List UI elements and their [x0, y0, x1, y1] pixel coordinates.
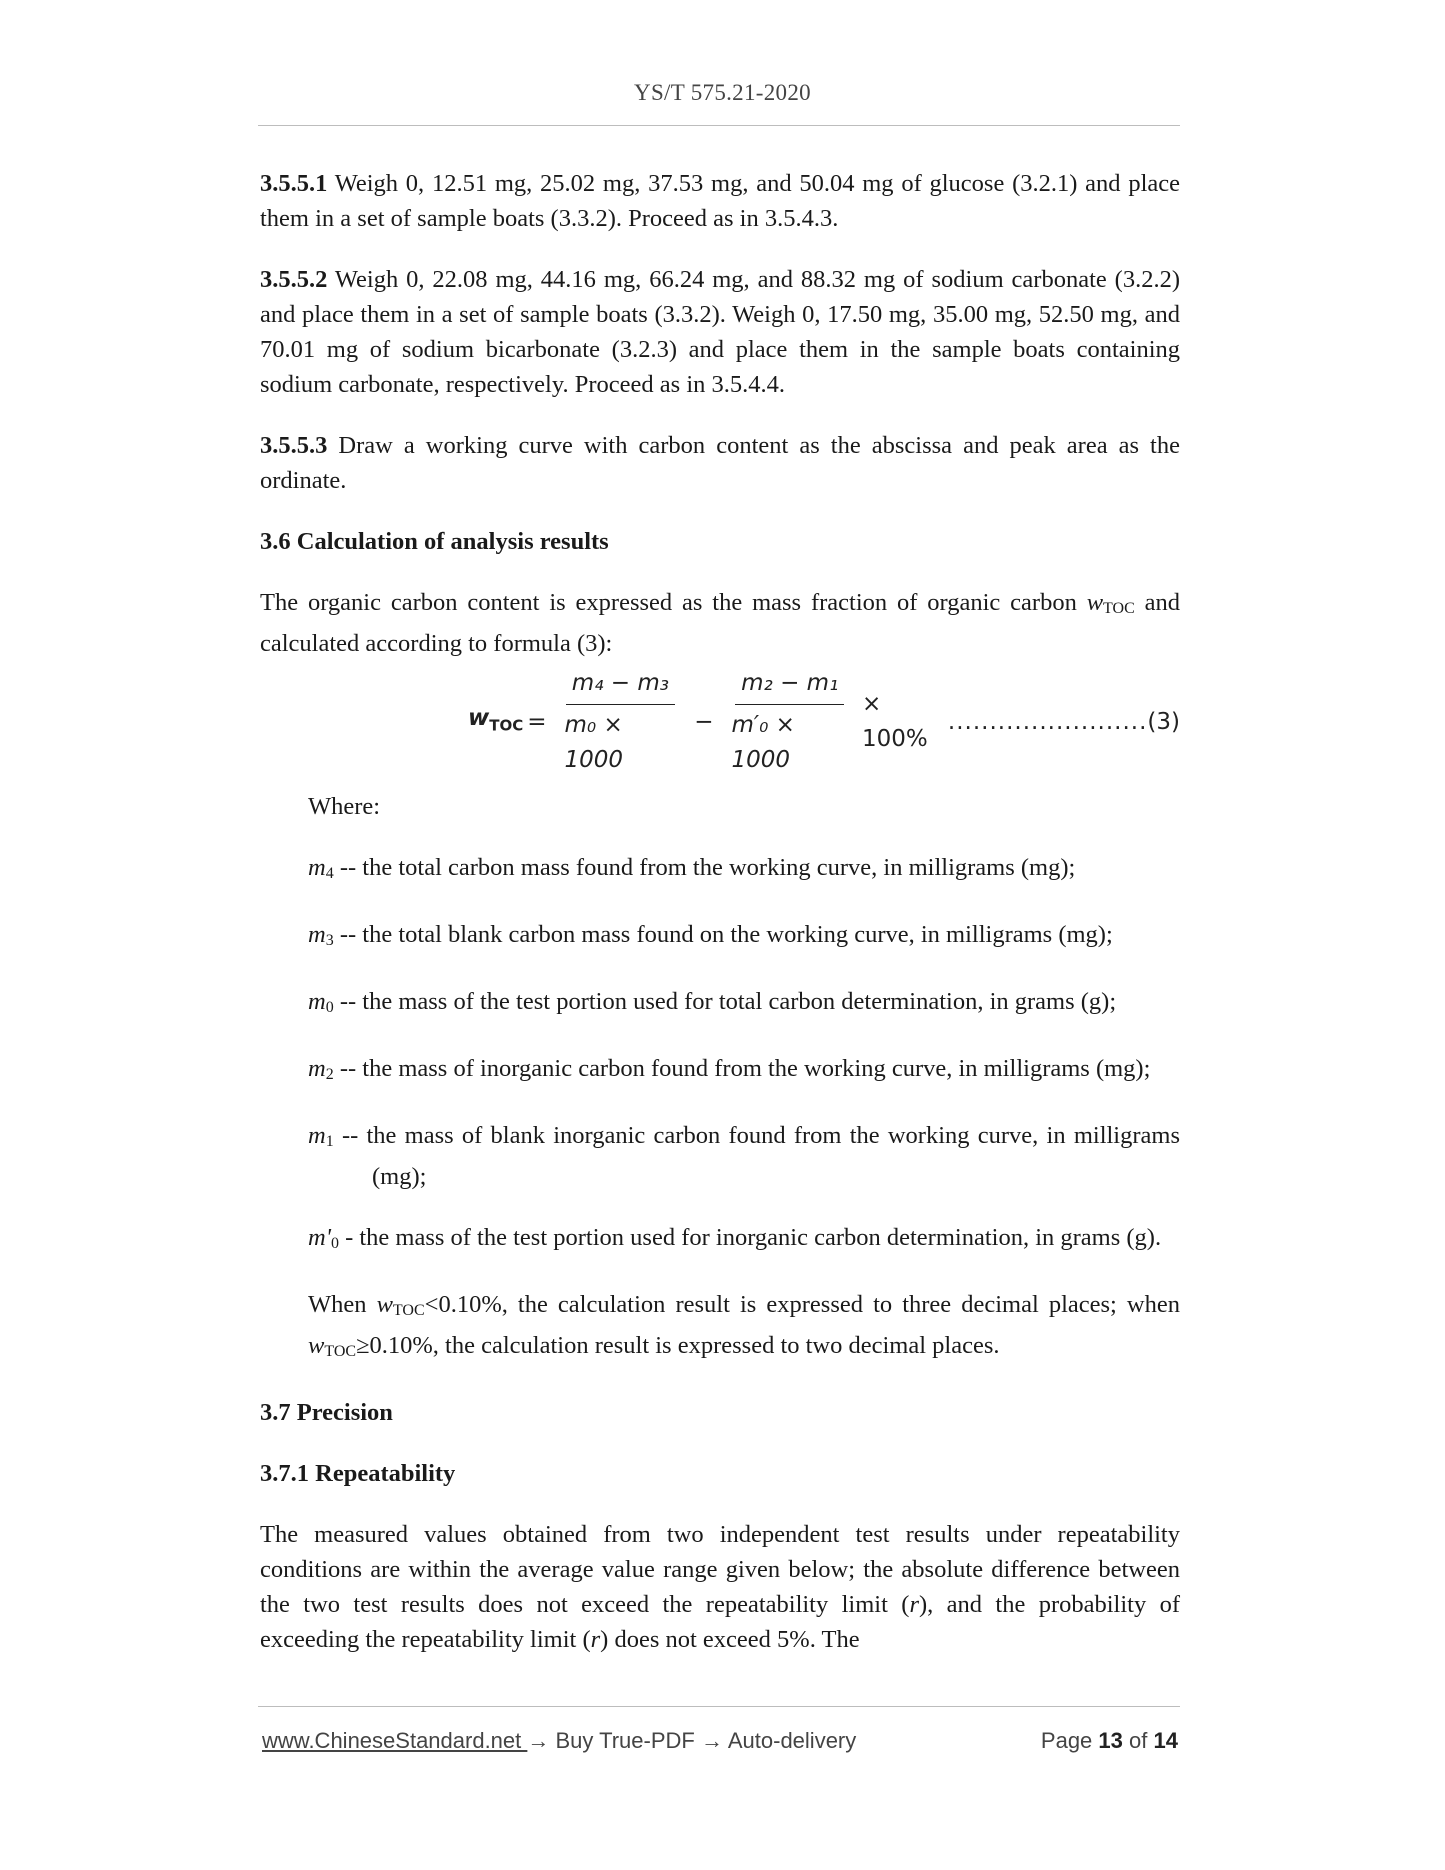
formula-3 [468, 670, 1180, 773]
clause-3-5-5-1 [260, 166, 1180, 236]
formula-lhs: $w_{TOC}$ [468, 704, 524, 735]
minus-sign: − [694, 708, 714, 735]
fraction-denominator: m₀ × 1000 [564, 712, 624, 773]
definition-item: $m'_0$ - the mass of the test portion used for inorganic carbon determination, in grams (g). [308, 1224, 1162, 1252]
section-3-6-intro: The organic carbon content is expressed as the mass fraction of organic carbon $w_{TOC}$ and calculated according to formula (3): [260, 589, 1181, 657]
clause-text: Draw a working curve with carbon content as the abscissa and peak area as the ordinate. [260, 432, 1180, 494]
clause-number: 3.5.5.3 [260, 432, 328, 459]
equals-sign: = [527, 708, 547, 735]
total-pages: 14 [1153, 1728, 1178, 1753]
page-indicator: Page 13 of 14 [1040, 1728, 1178, 1753]
section-heading-3-7-1: 3.7.1 Repeatability [260, 1460, 456, 1487]
fraction-total-carbon [559, 666, 683, 778]
page-footer [262, 1728, 1178, 1764]
buy-pdf-text: Buy True-PDF [549, 1728, 701, 1753]
arrow-right-icon: → [700, 1728, 723, 1753]
definition-item: $m_3$ -- the total blank carbon mass found on the working curve, in milligrams (mg); [308, 921, 1113, 949]
section-heading-3-6: 3.6 Calculation of analysis results [260, 528, 609, 555]
formula-label: (3) [1147, 708, 1180, 735]
leader-dots: ........................ [947, 708, 1148, 735]
document-id-header: YS/T 575.21-2020 [634, 80, 811, 105]
fraction-numerator: m₄ − m₃ [566, 666, 675, 705]
fraction-inorganic-carbon [726, 666, 854, 778]
arrow-right-icon: → [527, 1728, 550, 1753]
percent-factor: × 100% [861, 691, 928, 752]
clause-number: 3.5.5.2 [260, 266, 328, 293]
repeatability-paragraph: The measured values obtained from two independent test results under repeatability conditions are within the average value range given below; the absolute difference between the two test results does not exceed the repeatability limit (r), and the probability of exceeding the repeatability limit (r) does not exceed 5%. The [260, 1521, 1180, 1653]
page-content [260, 166, 1180, 1683]
fraction-numerator: m₂ − m₁ [735, 666, 844, 705]
definition-item: $m_0$ -- the mass of the test portion used for total carbon determination, in grams (g); [308, 988, 1117, 1016]
clause-text: Weigh 0, 12.51 mg, 25.02 mg, 37.53 mg, and 50.04 mg of glucose (3.2.1) and place them in a set of sample boats (3.3.2). Proceed as in 3.5.4.3. [260, 170, 1180, 232]
clause-number: 3.5.5.1 [260, 170, 328, 197]
auto-delivery-text: Auto-delivery [722, 1728, 857, 1753]
definition-item: $m_2$ -- the mass of inorganic carbon found from the working curve, in milligrams (mg); [308, 1055, 1151, 1083]
footer-promo [262, 1728, 856, 1754]
current-page: 13 [1098, 1728, 1123, 1753]
section-heading-3-7: 3.7 Precision [260, 1399, 393, 1426]
site-link[interactable]: www.ChineseStandard.net [262, 1728, 528, 1753]
clause-text: Weigh 0, 22.08 mg, 44.16 mg, 66.24 mg, and 88.32 mg of sodium carbonate (3.2.2) and place them in a set of sample boats (3.3.2). Weigh 0, 17.50 mg, 35.00 mg, 52.50 mg, and 70.01 mg of sodium bicarbonate (3.2.3) and place them in the sample boats containing sodium carbonate, respectively. Proceed as in 3.5.4.4. [260, 266, 1180, 398]
footer-rule [258, 1706, 1180, 1707]
header-rule [258, 125, 1180, 126]
clause-3-5-5-3 [260, 428, 1180, 498]
definition-item: $m_4$ -- the total carbon mass found from the working curve, in milligrams (mg); [308, 854, 1076, 882]
rounding-rule: When $w_{TOC}<0.10\%$, the calculation result is expressed to three decimal places; when $w_{TOC}\ge 0.10\%$, the calculation result is expressed to two decimal places. [308, 1291, 1180, 1360]
where-label: Where: [308, 793, 381, 820]
definitions-list [260, 850, 1180, 1261]
definition-item: $m_1$ -- the mass of blank inorganic carbon found from the working curve, in milligrams (mg); [308, 1122, 1180, 1190]
clause-3-5-5-2 [260, 262, 1180, 402]
fraction-denominator: m′₀ × 1000 [731, 712, 795, 773]
